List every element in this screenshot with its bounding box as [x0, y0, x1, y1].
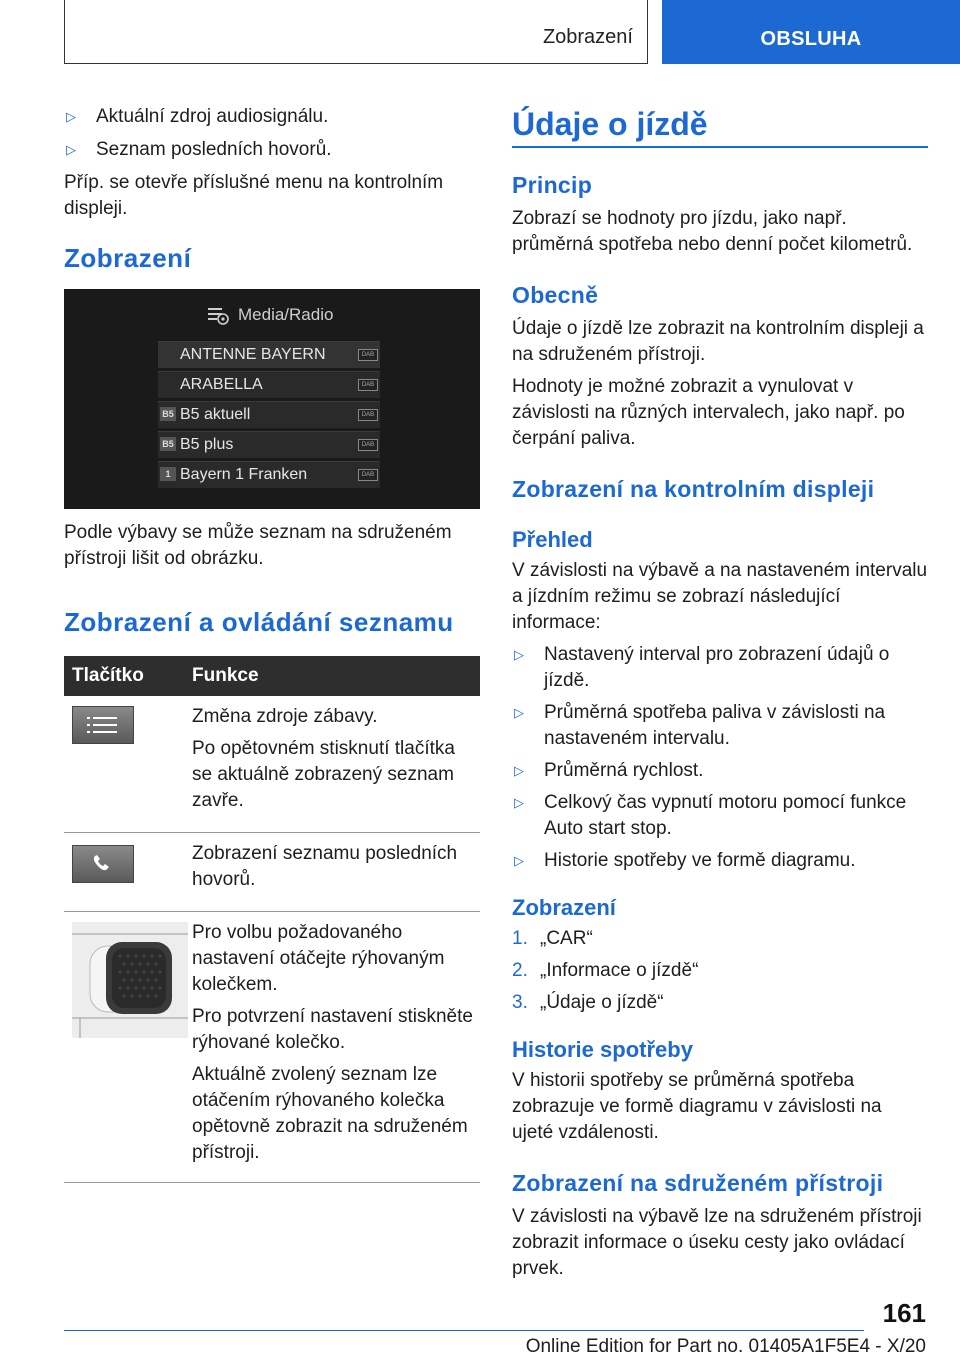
sdruzeny-text: V závislosti na výbavě lze na sdruženém přístroji zobrazit informace o úseku cesty jako ovládací prvek. — [512, 1206, 922, 1279]
bullet-text: Nastavený interval pro zobrazení údajů o jízdě. — [544, 644, 890, 691]
triangle-bullet-icon: ▷ — [514, 647, 524, 662]
media-title-row — [206, 305, 333, 325]
footer-rule — [64, 1330, 864, 1331]
historie-text: V historii spotřeby se průměrná spotřeba zobrazuje ve formě diagramu v závislosti na ujeté vzdálenosti. — [512, 1070, 882, 1143]
note-text: Příp. se otevře příslušné menu na kontrolním displeji. — [64, 172, 444, 219]
function-text: Změna zdroje zábavy. — [192, 706, 378, 727]
table-row — [64, 833, 480, 912]
step-number: 2. — [512, 960, 528, 981]
prehled-list — [512, 642, 928, 874]
list-item — [158, 461, 380, 488]
station-label: ANTENNE BAYERN — [180, 346, 326, 363]
bullet-text: Celkový čas vypnutí motoru pomocí funkce Auto start stop. — [544, 792, 907, 839]
prehled-text: V závislosti na výbavě a na nastaveném intervalu a jízdním režimu se zobrazí následující informace: — [512, 560, 928, 633]
list-item — [158, 371, 380, 398]
dab-badge: DAB — [358, 469, 378, 481]
list-item — [512, 958, 928, 984]
bullet-text: Seznam posledních hovorů. — [96, 139, 332, 160]
function-cell — [192, 841, 480, 899]
triangle-bullet-icon: ▷ — [514, 705, 524, 720]
triangle-bullet-icon: ▷ — [514, 795, 524, 810]
list-item — [512, 758, 928, 784]
station-logo: 1 — [160, 467, 176, 481]
station-label: B5 aktuell — [180, 406, 251, 423]
column-header-button: Tlačítko — [72, 665, 144, 686]
step-number: 1. — [512, 928, 528, 949]
media-station-list — [158, 341, 380, 491]
page-title: Údaje o jízdě — [512, 106, 708, 142]
icon-cell — [64, 841, 192, 899]
header-section-title: Zobrazení — [542, 26, 633, 48]
heading-zobrazeni: Zobrazení — [64, 243, 192, 273]
heading-princip: Princip — [512, 172, 593, 198]
list-item — [64, 104, 480, 130]
list-item — [512, 700, 928, 752]
heading-historie: Historie spotřeby — [512, 1037, 693, 1062]
table-row — [64, 912, 480, 1183]
media-title: Media/Radio — [238, 305, 334, 324]
step-text: „CAR“ — [540, 928, 593, 949]
page-number: 161 — [882, 1298, 926, 1328]
bullet-text: Průměrná spotřeba paliva v závislosti na nastaveném intervalu. — [544, 702, 886, 749]
phone-button-icon — [72, 845, 134, 883]
bullet-text: Aktuální zdroj audiosignálu. — [96, 106, 329, 127]
dab-badge: DAB — [358, 409, 378, 421]
steps-list — [512, 926, 928, 1016]
heading-obecne: Obecně — [512, 282, 599, 308]
step-number: 3. — [512, 992, 528, 1013]
list-item — [512, 642, 928, 694]
list-button-icon — [72, 706, 134, 744]
table-row — [64, 696, 480, 833]
heading-zobrazeni-steps: Zobrazení — [512, 895, 616, 920]
heading-kontrolni-displej: Zobrazení na kontrolním displeji — [512, 476, 875, 502]
icon-cell — [64, 704, 192, 820]
dab-badge: DAB — [358, 439, 378, 451]
heading-sdruzeny-pristroj: Zobrazení na sdruženém přístroji — [512, 1170, 884, 1196]
table-header — [64, 656, 480, 696]
list-item — [158, 401, 380, 428]
station-logo: B5 — [160, 407, 176, 421]
dab-badge: DAB — [358, 379, 378, 391]
function-text: Po opětovném stisknutí tlačítka se aktuálně zobrazený seznam zavře. — [192, 738, 455, 811]
obecne-text-1: Údaje o jízdě lze zobrazit na kontrolním displeji a na sdruženém přístroji. — [512, 318, 924, 365]
station-label: Bayern 1 Franken — [180, 466, 308, 483]
list-item — [158, 431, 380, 458]
header-chapter-label: OBSLUHA — [760, 28, 862, 50]
function-cell — [192, 920, 480, 1172]
bullet-text: Průměrná rychlost. — [544, 760, 704, 781]
left-intro — [64, 104, 480, 222]
list-item — [158, 341, 380, 368]
media-radio-icon — [206, 305, 230, 325]
station-label: B5 plus — [180, 436, 234, 453]
header-chapter-tab — [662, 0, 960, 64]
list-item — [512, 926, 928, 952]
edition-footer: Online Edition for Part no. 01405A1F5E4 - X/20 — [525, 1336, 926, 1357]
function-text: Pro potvrzení nastavení stiskněte rýhované kolečko. — [192, 1006, 473, 1053]
triangle-bullet-icon: ▷ — [66, 109, 76, 124]
controls-table — [64, 656, 480, 1183]
title-rule — [512, 146, 928, 148]
heading-prehled: Přehled — [512, 527, 593, 552]
function-text: Zobrazení seznamu posledních hovorů. — [192, 843, 458, 890]
function-cell — [192, 704, 480, 820]
knurled-wheel-icon — [72, 922, 188, 1038]
right-column — [512, 170, 928, 1282]
heading-seznam: Zobrazení a ovládání seznamu — [64, 607, 454, 637]
list-item — [64, 137, 480, 163]
icon-cell — [64, 920, 192, 1172]
image-caption: Podle výbavy se může seznam na sdruženém přístroji lišit od obrázku. — [64, 522, 452, 569]
step-text: „Údaje o jízdě“ — [540, 992, 664, 1013]
column-header-function: Funkce — [192, 665, 259, 686]
media-radio-screenshot — [64, 289, 480, 509]
princip-text: Zobrazí se hodnoty pro jízdu, jako např. průměrná spotřeba nebo denní počet kilometrů. — [512, 208, 913, 255]
list-item — [512, 790, 928, 842]
step-text: „Informace o jízdě“ — [540, 960, 699, 981]
function-text: Aktuálně zvolený seznam lze otáčením rýhovaného kolečka opětovně zobrazit na sdruženém přístroji. — [192, 1064, 468, 1163]
header-section-box — [64, 0, 648, 64]
function-text: Pro volbu požadovaného nastavení otáčejte rýhovaným kolečkem. — [192, 922, 445, 995]
station-logo: B5 — [160, 437, 176, 451]
triangle-bullet-icon: ▷ — [514, 853, 524, 868]
list-item — [512, 848, 928, 874]
triangle-bullet-icon: ▷ — [514, 763, 524, 778]
obecne-text-2: Hodnoty je možné zobrazit a vynulovat v závislosti na různých intervalech, jako např. po čerpání paliva. — [512, 376, 905, 449]
station-label: ARABELLA — [180, 376, 263, 393]
triangle-bullet-icon: ▷ — [66, 142, 76, 157]
list-item — [512, 990, 928, 1016]
bullet-text: Historie spotřeby ve formě diagramu. — [544, 850, 856, 871]
dab-badge: DAB — [358, 349, 378, 361]
